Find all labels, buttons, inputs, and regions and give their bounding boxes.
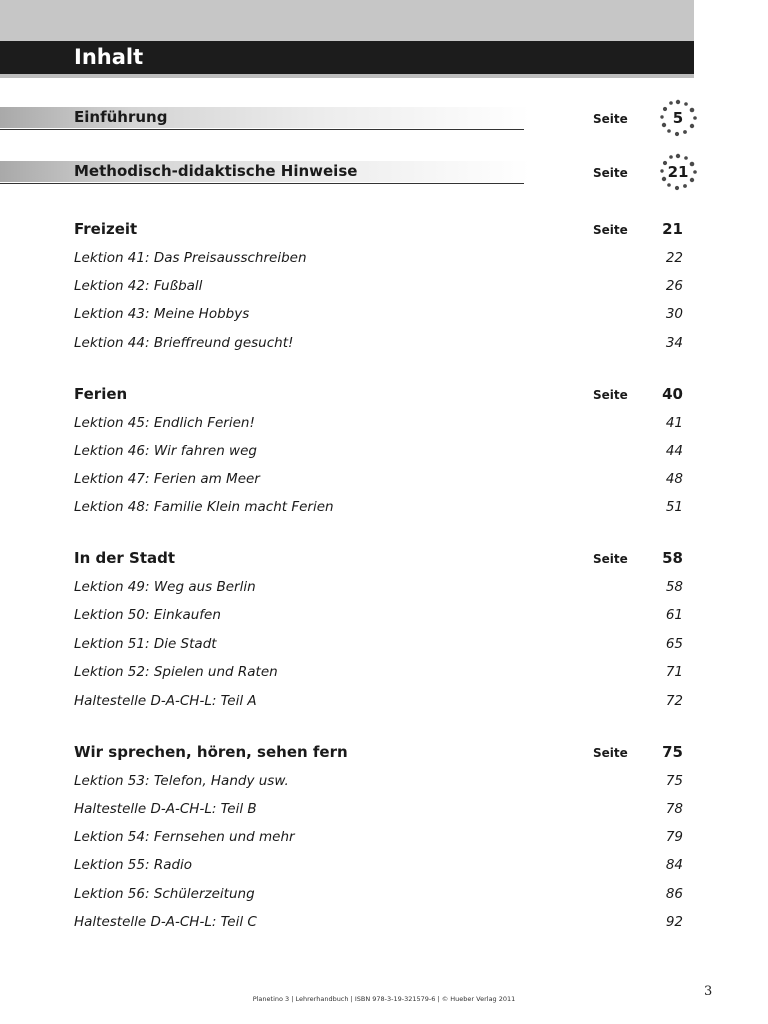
entry-label: Lektion 53: Telefon, Handy usw. (74, 773, 289, 789)
entry-page: 44 (665, 443, 683, 459)
toc-entry[interactable] (74, 332, 686, 354)
header-band (0, 0, 694, 41)
entry-label: Lektion 46: Wir fahren weg (74, 443, 257, 459)
entry-page: 78 (665, 801, 683, 817)
entry-page: 65 (665, 636, 683, 652)
entry-label: Lektion 43: Meine Hobbys (74, 306, 250, 322)
entry-page: 75 (665, 773, 683, 789)
row-label: Einführung (74, 108, 168, 126)
entry-page: 41 (665, 415, 683, 431)
entry-page: 22 (665, 250, 683, 266)
footer-imprint: Planetino 3 | Lehrerhandbuch | ISBN 978-3-19-321579-6 | © Hueber Verlag 2011 (252, 995, 516, 1003)
entry-label: Haltestelle D-A-CH-L: Teil A (74, 693, 257, 709)
page-number-footer: 3 (704, 984, 713, 999)
toc-entry[interactable] (74, 440, 686, 462)
entry-page: 26 (665, 278, 683, 294)
section-heading-freizeit[interactable] (74, 217, 686, 241)
toc-row-methodisch[interactable] (0, 161, 694, 187)
divider (0, 183, 524, 184)
section-title: Freizeit (74, 220, 138, 238)
entry-label: Lektion 54: Fernsehen und mehr (74, 829, 295, 845)
page-badge (656, 98, 700, 138)
toc-entry[interactable] (74, 661, 686, 683)
seite-label: Seite (593, 746, 628, 760)
page-title: Inhalt (74, 45, 144, 69)
entry-label: Lektion 50: Einkaufen (74, 607, 221, 623)
section-title: Ferien (74, 385, 128, 403)
entry-page: 79 (665, 829, 683, 845)
toc-entry[interactable] (74, 770, 686, 792)
row-label: Methodisch-didaktische Hinweise (74, 162, 358, 180)
page-number: 58 (662, 549, 683, 567)
toc-entry[interactable] (74, 247, 686, 269)
entry-page: 71 (665, 664, 683, 680)
entry-label: Lektion 55: Radio (74, 857, 193, 873)
section-heading-wir-sprechen[interactable] (74, 740, 686, 764)
section-heading-in-der-stadt[interactable] (74, 546, 686, 570)
toc-entry[interactable] (74, 690, 686, 712)
toc-entry[interactable] (74, 604, 686, 626)
title-bar-underline (0, 74, 694, 78)
divider (0, 129, 524, 130)
page-number: 21 (667, 163, 689, 181)
entry-page: 61 (665, 607, 683, 623)
toc-entry[interactable] (74, 883, 686, 905)
entry-label: Lektion 49: Weg aus Berlin (74, 579, 256, 595)
page-number: 21 (662, 220, 683, 238)
toc-entry[interactable] (74, 798, 686, 820)
entry-label: Lektion 48: Familie Klein macht Ferien (74, 499, 334, 515)
toc-entry[interactable] (74, 468, 686, 490)
entry-label: Lektion 44: Brieffreund gesucht! (74, 335, 294, 351)
seite-label: Seite (593, 112, 628, 126)
toc-row-einfuehrung[interactable] (0, 107, 694, 133)
seite-label: Seite (593, 223, 628, 237)
seite-label: Seite (593, 552, 628, 566)
entry-page: 34 (665, 335, 683, 351)
entry-label: Lektion 45: Endlich Ferien! (74, 415, 255, 431)
toc-entry[interactable] (74, 633, 686, 655)
entry-page: 72 (665, 693, 683, 709)
page-number: 40 (662, 385, 683, 403)
entry-label: Haltestelle D-A-CH-L: Teil C (74, 914, 257, 930)
entry-page: 51 (665, 499, 683, 515)
toc-entry[interactable] (74, 303, 686, 325)
entry-page: 30 (665, 306, 683, 322)
toc-entry[interactable] (74, 854, 686, 876)
toc-entry[interactable] (74, 826, 686, 848)
page-number: 75 (662, 743, 683, 761)
entry-page: 84 (665, 857, 683, 873)
toc-entry[interactable] (74, 412, 686, 434)
section-title: In der Stadt (74, 549, 176, 567)
seite-label: Seite (593, 388, 628, 402)
entry-page: 86 (665, 886, 683, 902)
entry-page: 58 (665, 579, 683, 595)
entry-page: 48 (665, 471, 683, 487)
page-badge (656, 152, 700, 192)
toc-entry[interactable] (74, 275, 686, 297)
entry-label: Lektion 47: Ferien am Meer (74, 471, 260, 487)
toc-entry[interactable] (74, 496, 686, 518)
entry-page: 92 (665, 914, 683, 930)
page-number: 5 (672, 109, 684, 127)
entry-label: Lektion 56: Schülerzeitung (74, 886, 255, 902)
entry-label: Lektion 42: Fußball (74, 278, 203, 294)
entry-label: Lektion 52: Spielen und Raten (74, 664, 278, 680)
section-title: Wir sprechen, hören, sehen fern (74, 743, 348, 761)
entry-label: Lektion 41: Das Preisausschreiben (74, 250, 307, 266)
section-heading-ferien[interactable] (74, 382, 686, 406)
toc-entry[interactable] (74, 576, 686, 598)
entry-label: Lektion 51: Die Stadt (74, 636, 217, 652)
toc-entry[interactable] (74, 911, 686, 933)
seite-label: Seite (593, 166, 628, 180)
entry-label: Haltestelle D-A-CH-L: Teil B (74, 801, 257, 817)
